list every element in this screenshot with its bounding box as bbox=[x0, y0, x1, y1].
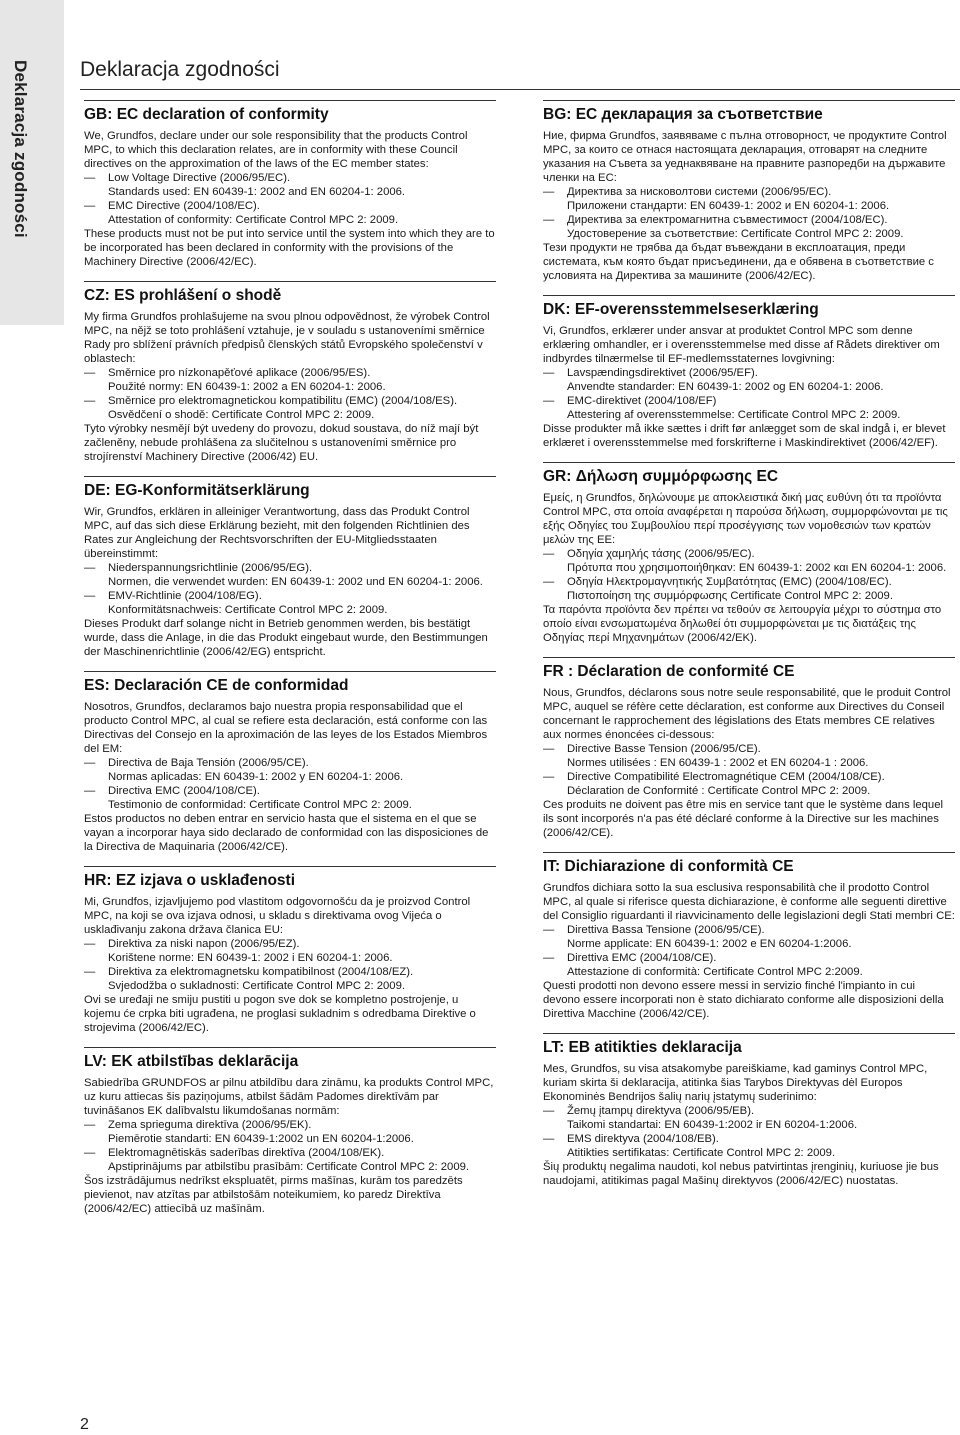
directive-list bbox=[543, 547, 955, 603]
section-title: IT: Dichiarazione di conformità CE bbox=[543, 858, 794, 875]
section-title: LT: EB atitikties deklaracija bbox=[543, 1039, 742, 1056]
section-intro: My firma Grundfos prohlašujeme na svou plnou odpovědnost, že výrobek Control MPC, na nějž se toto prohlášení vztahuje, je v souladu s ustanoveními směrnice Rady pro sblížení právních předpisů členských států Evropského společenství v oblastech: bbox=[84, 311, 490, 365]
section-outro: Disse produkter må ikke sættes i drift før anlægget som de skal indgå i, er blevet erklæret i overensstemmelse med forskrifterne i Maskindirektivet (2006/42/EF). bbox=[543, 423, 946, 449]
dash: — bbox=[543, 1133, 555, 1145]
directive-item bbox=[84, 756, 496, 784]
page-number: 2 bbox=[80, 1416, 89, 1433]
section-intro: Grundfos dichiara sotto la sua esclusiva responsabilità che il prodotto Control MPC, al quale si riferisce questa dichiarazione, è conforme alle seguenti direttive del Consiglio riguardanti il riavvicinamento delle legislazioni degli Stati membri CE: bbox=[543, 882, 955, 922]
directive-name: Directive Compatibilité Electromagnétique CEM (2004/108/CE). bbox=[567, 771, 885, 783]
directive-name: Directive Basse Tension (2006/95/CE). bbox=[567, 743, 761, 755]
directive-item bbox=[84, 937, 496, 965]
directive-name: Directiva EMC (2004/108/CE). bbox=[108, 785, 260, 797]
directive-detail: Korištene norme: EN 60439-1: 2002 i EN 60204-1: 2006. bbox=[108, 952, 393, 964]
directive-item bbox=[543, 923, 955, 951]
directive-detail: Taikomi standartai: EN 60439-1:2002 ir EN 60204-1:2006. bbox=[567, 1119, 858, 1131]
directive-detail: Anvendte standarder: EN 60439-1: 2002 og EN 60204-1: 2006. bbox=[567, 381, 884, 393]
directive-name: Niederspannungsrichtlinie (2006/95/EG). bbox=[108, 562, 313, 574]
section-de bbox=[84, 476, 496, 659]
section-title: LV: EK atbilstības deklarācija bbox=[84, 1053, 299, 1070]
section-gr bbox=[543, 462, 955, 645]
directive-name: Directiva de Baja Tensión (2006/95/CE). bbox=[108, 757, 309, 769]
directive-name: Lavspændingsdirektivet (2006/95/EF). bbox=[567, 367, 758, 379]
section-outro: These products must not be put into service until the system into which they are to be incorporated has been declared in conformity with the provisions of the Machinery Directive (2006/42/EC). bbox=[84, 228, 495, 268]
section-lt bbox=[543, 1033, 955, 1188]
header-rule bbox=[80, 89, 960, 90]
section-fr bbox=[543, 657, 955, 840]
directive-name: Elektromagnētiskās saderības direktīva (2004/108/EK). bbox=[108, 1147, 385, 1159]
directive-item bbox=[543, 185, 955, 213]
directive-list bbox=[84, 937, 496, 993]
directive-detail: Použité normy: EN 60439-1: 2002 a EN 60204-1: 2006. bbox=[108, 381, 386, 393]
section-title: FR : Déclaration de conformité CE bbox=[543, 663, 795, 680]
directive-name: Direktiva za niski napon (2006/95/EZ). bbox=[108, 938, 300, 950]
directive-detail: Attestazione di conformità: Certificate Control MPC 2:2009. bbox=[567, 966, 863, 978]
directive-name: Direttiva EMC (2004/108/CE). bbox=[567, 952, 717, 964]
directive-detail: Πρότυπα που χρησιμοποιήθηκαν: EN 60439-1: 2002 και EN 60204-1: 2006. bbox=[567, 562, 947, 574]
directive-item bbox=[84, 366, 496, 394]
dash: — bbox=[84, 1147, 96, 1159]
dash: — bbox=[543, 548, 555, 560]
section-intro: Nosotros, Grundfos, declaramos bajo nuestra propia responsabilidad que el producto Control MPC, al cual se refiere esta declaración, está conforme con las Directivas del Consejo en la aproximación de las leyes de los Estados Miembros del EM: bbox=[84, 701, 488, 755]
section-hr bbox=[84, 866, 496, 1035]
dash: — bbox=[84, 562, 96, 574]
section-title: DE: EG-Konformitätserklärung bbox=[84, 482, 310, 499]
section-outro: Tyto výrobky nesmějí být uvedeny do provozu, dokud soustava, do níž mají být začleněny, nebude prohlášena za slučitelnou s ustanoveními směrnice pro strojírenství Machinery Directive (2006/42) EU. bbox=[84, 423, 479, 463]
section-outro: Šių produktų negalima naudoti, kol nebus patvirtintas įrenginių, kuriuose jie bus naudojami, atitikimas pagal Mašinų direktyvos (2006/42/EC) nuostatas. bbox=[543, 1161, 939, 1187]
directive-name: Οδηγία χαμηλής τάσης (2006/95/EC). bbox=[567, 548, 755, 560]
dash: — bbox=[543, 924, 555, 936]
section-intro: Vi, Grundfos, erklærer under ansvar at produktet Control MPC som denne erklæring omhandler, er i overensstemmelse med disse af Rådets direktiver om indbyrdes tilnærmelse til EF-medlemsstaternes lovgivning: bbox=[543, 325, 940, 365]
directive-detail: Приложени стандарти: EN 60439-1: 2002 и EN 60204-1: 2006. bbox=[567, 200, 890, 212]
directive-name: Žemų įtampų direktyva (2006/95/EB). bbox=[567, 1105, 755, 1117]
directive-detail: Atitikties sertifikatas: Certificate Control MPC 2: 2009. bbox=[567, 1147, 836, 1159]
dash: — bbox=[84, 966, 96, 978]
directive-item bbox=[84, 394, 496, 422]
section-cz bbox=[84, 281, 496, 464]
directive-list bbox=[543, 1104, 955, 1160]
directive-name: Direktiva za elektromagnetsku kompatibilnost (2004/108/EZ). bbox=[108, 966, 414, 978]
directive-name: Směrnice pro elektromagnetickou kompatibilitu (EMC) (2004/108/ES). bbox=[108, 395, 458, 407]
dash: — bbox=[84, 785, 96, 797]
dash: — bbox=[84, 757, 96, 769]
directive-name: Директива за електромагнитна съвместимост (2004/108/EC). bbox=[567, 214, 888, 226]
directive-item bbox=[84, 1118, 496, 1146]
directive-list bbox=[543, 366, 955, 422]
directive-item bbox=[543, 770, 955, 798]
directive-item bbox=[84, 784, 496, 812]
dash: — bbox=[84, 590, 96, 602]
directive-item bbox=[543, 1132, 955, 1160]
directive-name: EMS direktyva (2004/108/EB). bbox=[567, 1133, 719, 1145]
directive-item bbox=[543, 547, 955, 575]
section-intro: We, Grundfos, declare under our sole responsibility that the products Control MPC, to which this declaration relates, are in conformity with these Council directives on the approximation of the laws of the EC member states: bbox=[84, 130, 468, 170]
directive-item bbox=[543, 366, 955, 394]
section-gb bbox=[84, 100, 496, 269]
section-outro: Ces produits ne doivent pas être mis en service tant que le système dans lequel ils sont incorporés n'a pas été déclaré conforme à la Directive sur les machines (2006/42/CE). bbox=[543, 799, 944, 839]
directive-name: Low Voltage Directive (2006/95/EC). bbox=[108, 172, 291, 184]
section-bg bbox=[543, 100, 955, 283]
dash: — bbox=[84, 1119, 96, 1131]
section-outro: Dieses Produkt darf solange nicht in Betrieb genommen werden, bis bestätigt wurde, dass die Anlage, in die das Produkt eingebaut wurde, den Bestimmungen der Maschinenrichtlinie (2006/42/EG) entspricht. bbox=[84, 618, 488, 658]
section-intro: Ние, фирма Grundfos, заявяваме с пълна отговорност, че продуктите Control MPC, за които се отнася настоящата декларация, отговарят на следните указания на Съвета за уеднаквяване на правните разпоредби на държавите членки на ЕС: bbox=[543, 130, 947, 184]
section-title: BG: ЕС декларация за съответствие bbox=[543, 106, 823, 123]
directive-name: EMC-direktivet (2004/108/EF) bbox=[567, 395, 717, 407]
section-intro: Sabiedrība GRUNDFOS ar pilnu atbildību dara zināmu, ka produkts Control MPC, uz kuru attiecas šis paziņojums, atbilst šādām Padomes direktīvām par tuvināšanos EK dalībvalstu likumdošanas normām: bbox=[84, 1077, 494, 1117]
directive-list bbox=[543, 742, 955, 798]
section-es bbox=[84, 671, 496, 854]
side-tab bbox=[0, 0, 64, 325]
directive-item bbox=[543, 951, 955, 979]
directive-list bbox=[543, 923, 955, 979]
section-intro: Mi, Grundfos, izjavljujemo pod vlastitom odgovornošću da je proizvod Control MPC, na koji se ova izjava odnosi, u skladu s direktivama ovog Vijeća o usklađivanju zakona država članica EU: bbox=[84, 896, 471, 936]
directive-item bbox=[84, 561, 496, 589]
right-column bbox=[543, 100, 955, 1200]
section-title: DK: EF-overensstemmelseserklæring bbox=[543, 301, 819, 318]
dash: — bbox=[543, 186, 555, 198]
directive-item bbox=[84, 1146, 496, 1174]
section-outro: Questi prodotti non devono essere messi in servizio finché l'impianto in cui devono essere incorporati non è stato dichiarato conforme alle disposizioni della Direttiva Macchine (2006/42/CE). bbox=[543, 980, 944, 1020]
directive-detail: Konformitätsnachweis: Certificate Control MPC 2: 2009. bbox=[108, 604, 388, 616]
section-title: GR: Δήλωση συμμόρφωσης EC bbox=[543, 468, 779, 485]
section-intro: Wir, Grundfos, erklären in alleiniger Verantwortung, dass das Produkt Control MPC, auf das sich diese Erklärung bezieht, mit den folgenden Richtlinien des Rates zur Angleichung der Rechtsvorschriften der EU-Mitgliedsstaaten übereinstimmt: bbox=[84, 506, 470, 560]
section-intro: Nous, Grundfos, déclarons sous notre seule responsabilité, que le produit Control MPC, auquel se réfère cette déclaration, est conforme aux Directives du Conseil concernant le rapprochement des législations des Etats membres CE relatives aux normes énoncées ci-dessous: bbox=[543, 687, 951, 741]
directive-detail: Удостоверение за съответствие: Certificate Control MPC 2: 2009. bbox=[567, 228, 904, 240]
directive-detail: Norme applicate: EN 60439-1: 2002 e EN 60204-1:2006. bbox=[567, 938, 852, 950]
dash: — bbox=[84, 172, 96, 184]
directive-detail: Déclaration de Conformité : Certificate Control MPC 2: 2009. bbox=[567, 785, 871, 797]
directive-name: Директива за нисковолтови системи (2006/95/EC). bbox=[567, 186, 832, 198]
side-tab-label: Deklaracja zgodności bbox=[11, 60, 30, 238]
directive-item bbox=[84, 199, 496, 227]
section-dk bbox=[543, 295, 955, 450]
section-title: HR: EZ izjava o usklađenosti bbox=[84, 872, 296, 889]
page-title: Deklaracja zgodności bbox=[80, 58, 280, 81]
directive-detail: Attestation of conformity: Certificate Control MPC 2: 2009. bbox=[108, 214, 399, 226]
section-outro: Šos izstrādājumus nedrīkst ekspluatēt, pirms mašīnas, kurām tos paredzēts pievienot, nav atzītas par atbilstošām noteikumiem, ko paredz Direktīva (2006/42/EC) attiecībā uz mašīnām. bbox=[84, 1175, 463, 1215]
dash: — bbox=[543, 952, 555, 964]
directive-list bbox=[84, 366, 496, 422]
directive-item bbox=[543, 1104, 955, 1132]
dash: — bbox=[543, 395, 555, 407]
dash: — bbox=[543, 214, 555, 226]
directive-detail: Piemērotie standarti: EN 60439-1:2002 un EN 60204-1:2006. bbox=[108, 1133, 414, 1145]
dash: — bbox=[84, 938, 96, 950]
directive-detail: Testimonio de conformidad: Certificate Control MPC 2: 2009. bbox=[108, 799, 412, 811]
directive-name: EMC Directive (2004/108/EC). bbox=[108, 200, 260, 212]
dash: — bbox=[543, 743, 555, 755]
directive-detail: Normas aplicadas: EN 60439-1: 2002 y EN 60204-1: 2006. bbox=[108, 771, 404, 783]
section-outro: Estos productos no deben entrar en servicio hasta que el sistema en el que se vayan a incorporar haya sido declarado de conformidad con las disposiciones de la Directiva de Maquinaria (2006/42/CE). bbox=[84, 813, 489, 853]
dash: — bbox=[84, 395, 96, 407]
directive-list bbox=[84, 1118, 496, 1174]
directive-list bbox=[84, 561, 496, 617]
section-title: CZ: ES prohlášení o shodě bbox=[84, 287, 282, 304]
page-header bbox=[80, 0, 960, 90]
directive-list bbox=[84, 171, 496, 227]
directive-list bbox=[84, 756, 496, 812]
section-title: GB: EC declaration of conformity bbox=[84, 106, 329, 123]
directive-item bbox=[543, 394, 955, 422]
section-intro: Mes, Grundfos, su visa atsakomybe pareiškiame, kad gaminys Control MPC, kuriam skirta ši deklaracija, atitinka šias Tarybos Direktyvas dėl Europos Ekonominės Bendrijos šalių narių įstatymų suderinimo: bbox=[543, 1063, 928, 1103]
section-intro: Εμείς, η Grundfos, δηλώνουμε με αποκλειστικά δική μας ευθύνη ότι τα προϊόντα Control MPC, στα οποία αναφέρεται η παρούσα δήλωση, συμμορφώνονται με τις εξής Οδηγίες του Συμβουλίου περί προσέγγισης των νομοθεσιών των κρατών μελών της ΕΕ: bbox=[543, 492, 948, 546]
directive-detail: Svjedodžba o sukladnosti: Certificate Control MPC 2: 2009. bbox=[108, 980, 406, 992]
directive-item bbox=[84, 589, 496, 617]
dash: — bbox=[543, 771, 555, 783]
section-it bbox=[543, 852, 955, 1021]
directive-detail: Standards used: EN 60439-1: 2002 and EN 60204-1: 2006. bbox=[108, 186, 406, 198]
directive-item bbox=[84, 171, 496, 199]
dash: — bbox=[543, 1105, 555, 1117]
directive-list bbox=[543, 185, 955, 241]
directive-name: Zema sprieguma direktīva (2006/95/EK). bbox=[108, 1119, 312, 1131]
section-outro: Τα παρόντα προϊόντα δεν πρέπει να τεθούν σε λειτουργία μέχρι το σύστημα στο οποίο είναι ενσωματωμένα δηλωθεί ότι συμμορφώνεται με τις διατάξεις της Οδηγίας περί Μηχανημάτων (2006/42/EK). bbox=[543, 604, 942, 644]
directive-detail: Normen, die verwendet wurden: EN 60439-1: 2002 und EN 60204-1: 2006. bbox=[108, 576, 483, 588]
section-outro: Ovi se uređaji ne smiju pustiti u pogon sve dok se kompletno postrojenje, u kojemu će crpka biti ugrađena, ne proglasi sukladnim s odredbama Direktive o strojevima (2006/42/EC). bbox=[84, 994, 476, 1034]
dash: — bbox=[543, 367, 555, 379]
directive-detail: Osvědčení o shodě: Certificate Control MPC 2: 2009. bbox=[108, 409, 375, 421]
dash: — bbox=[543, 576, 555, 588]
directive-item bbox=[84, 965, 496, 993]
directive-name: EMV-Richtlinie (2004/108/EG). bbox=[108, 590, 262, 602]
section-title: ES: Declaración CE de conformidad bbox=[84, 677, 349, 694]
directive-detail: Πιστοποίηση της συμμόρφωσης Certificate Control MPC 2: 2009. bbox=[567, 590, 893, 602]
directive-item bbox=[543, 213, 955, 241]
directive-detail: Apstiprinājums par atbilstību prasībām: Certificate Control MPC 2: 2009. bbox=[108, 1161, 470, 1173]
directive-name: Směrnice pro nízkonapěťové aplikace (2006/95/ES). bbox=[108, 367, 371, 379]
directive-detail: Attestering af overensstemmelse: Certificate Control MPC 2: 2009. bbox=[567, 409, 901, 421]
directive-item bbox=[543, 742, 955, 770]
section-lv bbox=[84, 1047, 496, 1216]
dash: — bbox=[84, 367, 96, 379]
directive-name: Direttiva Bassa Tensione (2006/95/CE). bbox=[567, 924, 765, 936]
dash: — bbox=[84, 200, 96, 212]
section-outro: Тези продукти не трябва да бъдат въвеждани в експлоатация, преди системата, към която бъдат присъединени, да е обявена в съответствие с условията на Директива за машините (2006/42/EC). bbox=[543, 242, 934, 282]
left-column bbox=[84, 100, 496, 1228]
directive-name: Οδηγία Ηλεκτρομαγνητικής Συμβατότητας (EMC) (2004/108/EC). bbox=[567, 576, 892, 588]
directive-detail: Normes utilisées : EN 60439-1 : 2002 et EN 60204-1 : 2006. bbox=[567, 757, 869, 769]
directive-item bbox=[543, 575, 955, 603]
